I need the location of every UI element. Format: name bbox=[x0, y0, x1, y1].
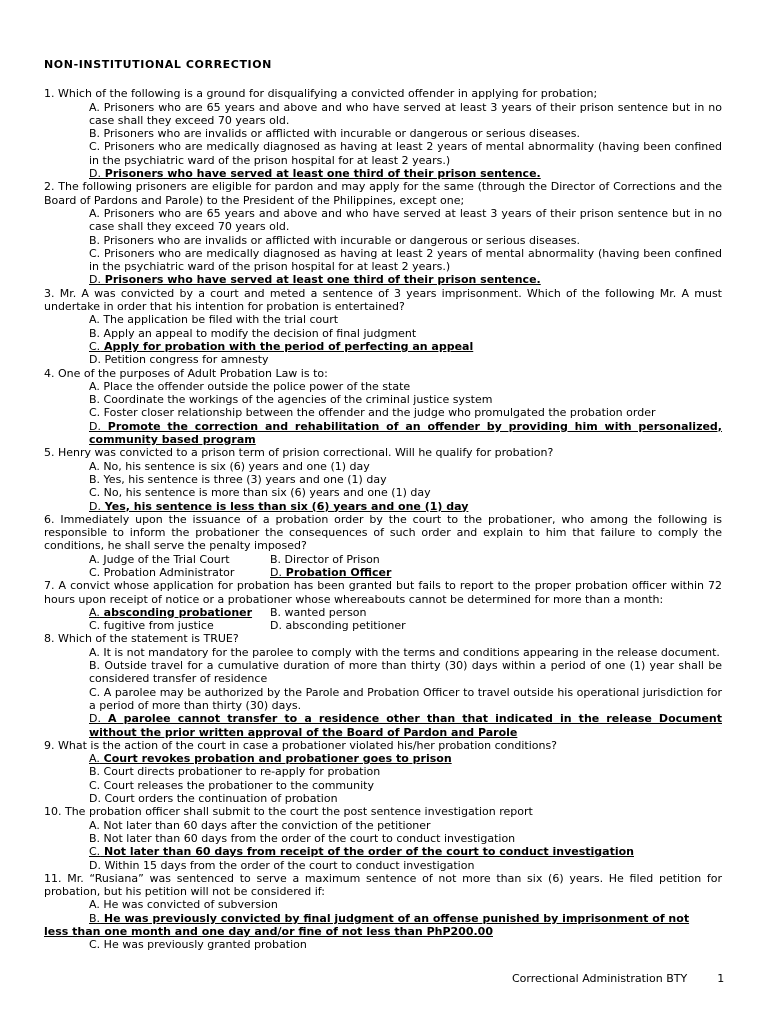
page-footer bbox=[512, 972, 724, 985]
q9-option-c: C. Court releases the probationer to the community bbox=[89, 778, 374, 792]
q6-option-d-answer: D. Probation Officer bbox=[270, 565, 392, 579]
q6-options-row-2 bbox=[44, 566, 722, 579]
q10-option-c-answer: C. Not later than 60 days from receipt of the order of the court to conduct investigation bbox=[89, 845, 634, 859]
document-title: NON-INSTITUTIONAL CORRECTION bbox=[44, 58, 272, 71]
q8-option-c: C. A parolee may be authorized by the Parole and Probation Officer to travel outside his operational jurisdiction for a period of more than thirty (30) days. bbox=[89, 685, 722, 712]
q10-option-d: D. Within 15 days from the order of the court to conduct investigation bbox=[89, 858, 475, 872]
q4-option-b: B. Coordinate the workings of the agencies of the criminal justice system bbox=[89, 393, 493, 407]
q11-option-a: A. He was convicted of subversion bbox=[89, 898, 278, 912]
q9-option-d: D. Court orders the continuation of probation bbox=[89, 792, 338, 806]
q10-option-a: A. Not later than 60 days after the conviction of the petitioner bbox=[89, 818, 431, 832]
q2-option-c: C. Prisoners who are medically diagnosed as having at least 2 years of mental abnormality (having been confined in the psychiatric ward of the prison hospital for at least 2 years.) bbox=[89, 246, 722, 274]
q7-options-row-2 bbox=[44, 619, 722, 632]
q7-option-c: C. fugitive from justice bbox=[89, 619, 214, 633]
q5-option-c: C. No, his sentence is more than six (6) years and one (1) day bbox=[89, 486, 431, 500]
q7-option-d: D. absconding petitioner bbox=[270, 619, 406, 633]
q4-option-c: C. Foster closer relationship between the offender and the judge who promulgated the probation order bbox=[89, 406, 656, 420]
q10-option-b: B. Not later than 60 days from the order of the court to conduct investigation bbox=[89, 831, 516, 845]
q7-option-b: B. wanted person bbox=[270, 605, 367, 619]
q3-option-c-answer: C. Apply for probation with the period of perfecting an appeal bbox=[89, 339, 474, 353]
q7-options-row-1 bbox=[44, 606, 722, 619]
q6-option-a: A. Judge of the Trial Court bbox=[89, 552, 230, 566]
question-5: 5. Henry was convicted to a prison term of prision correctional. Will he qualify for probation? bbox=[44, 446, 554, 460]
q1-option-c: C. Prisoners who are medically diagnosed as having at least 2 years of mental abnormality (having been confined in the psychiatric ward of the prison hospital for at least 2 years.) bbox=[89, 140, 722, 167]
q3-option-b: B. Apply an appeal to modify the decision of final judgment bbox=[89, 326, 417, 340]
q11-option-b-answer-continued: less than one month and one day and/or fine of not less than PhP200.00 bbox=[44, 925, 493, 938]
question-6: 6. Immediately upon the issuance of a probation order by the court to the probationer, who among the following is responsible to inform the probationer the consequences of such order and explain to him that failure to comply the conditions, he shall serve the penalty imposed? bbox=[44, 512, 722, 553]
question-3: 3. Mr. A was convicted by a court and meted a sentence of 3 years imprisonment. Which of the following Mr. A must undertake in order that his intention for probation is entertained? bbox=[44, 286, 722, 314]
q9-option-b: B. Court directs probationer to re-apply for probation bbox=[89, 765, 381, 779]
q11-option-b-answer: B. He was previously convicted by final judgment of an offense punished by imprisonment of not bbox=[89, 911, 690, 925]
q6-option-b: B. Director of Prison bbox=[270, 552, 380, 566]
q5-option-b: B. Yes, his sentence is three (3) years and one (1) day bbox=[89, 472, 387, 486]
q2-option-b: B. Prisoners who are invalids or afflicted with incurable or dangerous or serious diseases. bbox=[89, 233, 580, 247]
q4-option-a: A. Place the offender outside the police power of the state bbox=[89, 379, 411, 393]
question-1: 1. Which of the following is a ground for disqualifying a convicted offender in applying for probation; bbox=[44, 87, 598, 101]
q6-option-c: C. Probation Administrator bbox=[89, 565, 235, 579]
q6-options-row-1 bbox=[44, 553, 722, 566]
q1-option-b: B. Prisoners who are invalids or afflicted with incurable or dangerous or serious diseases. bbox=[89, 127, 580, 141]
document-body bbox=[44, 58, 722, 952]
q2-option-a: A. Prisoners who are 65 years and above and who have served at least 3 years of their prison sentence but in no case shall they exceed 70 years old. bbox=[89, 206, 722, 234]
q8-option-a: A. It is not mandatory for the parolee to comply with the terms and conditions appearing in the release document. bbox=[89, 645, 720, 659]
q1-option-d-answer: D. Prisoners who have served at least one third of their prison sentence. bbox=[89, 167, 541, 181]
question-10: 10. The probation officer shall submit to the court the post sentence investigation report bbox=[44, 805, 533, 819]
question-11: 11. Mr. “Rusiana” was sentenced to serve a maximum sentence of not more than six (6) years. He filed petition for probation, but his petition will not be considered if: bbox=[44, 871, 722, 899]
question-4: 4. One of the purposes of Adult Probation Law is to: bbox=[44, 366, 328, 380]
question-2: 2. The following prisoners are eligible for pardon and may apply for the same (through the Director of Corrections and the Board of Pardons and Parole) to the President of the Philippines, except one; bbox=[44, 180, 722, 207]
question-9: 9. What is the action of the court in case a probationer violated his/her probation conditions? bbox=[44, 738, 558, 752]
q8-option-d-answer: D. A parolee cannot transfer to a residence other than that indicated in the release Document without the prior written approval of the Board of Pardon and Parole bbox=[89, 712, 722, 739]
q11-option-c: C. He was previously granted probation bbox=[89, 938, 307, 952]
q5-option-a: A. No, his sentence is six (6) years and one (1) day bbox=[89, 459, 370, 473]
q4-option-d-answer: D. Promote the correction and rehabilitation of an offender by providing him with personalized, community based program bbox=[89, 419, 722, 447]
question-7: 7. A convict whose application for probation has been granted but fails to report to the proper probation officer within 72 hours upon receipt of notice or a probationer whose whereabouts cannot be determined for more than a month: bbox=[44, 579, 722, 606]
footer-text: Correctional Administration BTY bbox=[512, 972, 688, 985]
q9-option-a-answer: A. Court revokes probation and probationer goes to prison bbox=[89, 752, 452, 766]
page-number: 1 bbox=[717, 972, 725, 985]
question-8: 8. Which of the statement is TRUE? bbox=[44, 632, 239, 646]
q3-option-d: D. Petition congress for amnesty bbox=[89, 353, 269, 367]
q1-option-a: A. Prisoners who are 65 years and above and who have served at least 3 years of their prison sentence but in no case shall they exceed 70 years old. bbox=[89, 100, 722, 127]
q5-option-d-answer: D. Yes, his sentence is less than six (6) years and one (1) day bbox=[89, 499, 469, 513]
q2-option-d-answer: D. Prisoners who have served at least one third of their prison sentence. bbox=[89, 273, 541, 287]
q8-option-b: B. Outside travel for a cumulative duration of more than thirty (30) days within a period of one (1) year shall be considered transfer of residence bbox=[89, 659, 722, 686]
q3-option-a: A. The application be filed with the trial court bbox=[89, 313, 339, 327]
q7-option-a-answer: A. absconding probationer bbox=[89, 605, 253, 619]
